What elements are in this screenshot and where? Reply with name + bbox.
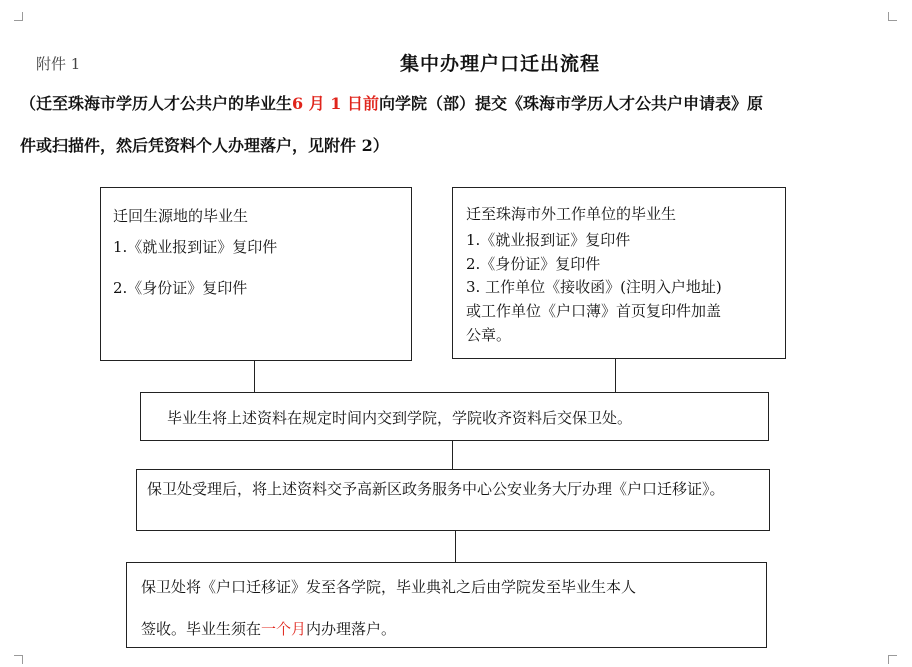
- intro-prefix: （迁至珠海市学历人才公共户的毕业生: [20, 94, 293, 113]
- connector-step1-step2: [452, 440, 453, 470]
- corner-mark-top-right: [888, 12, 897, 21]
- corner-mark-bottom-right: [888, 655, 897, 664]
- step-2-text: 保卫处受理后，将上述资料交予高新区政务服务中心公安业务大厅办理《户口迁移证》。: [147, 480, 725, 498]
- corner-mark-bottom-left: [14, 655, 23, 664]
- step-3-line-2-suffix: 内办理落户。: [306, 620, 397, 638]
- right-box-item-3-end: 公章。: [466, 326, 512, 344]
- connector-right-down: [615, 358, 616, 392]
- step-3-box: [126, 562, 767, 648]
- connector-left-down: [254, 360, 255, 392]
- step-1-text: 毕业生将上述资料在规定时间内交到学院，学院收齐资料后交保卫处。: [167, 409, 633, 427]
- intro-line-1: [20, 82, 900, 126]
- step-3-line-2-prefix: 签收。毕业生须在: [141, 620, 262, 638]
- right-box-heading: 迁至珠海市外工作单位的毕业生: [466, 205, 677, 223]
- right-box-item-1: 1.《就业报到证》复印件: [466, 231, 631, 249]
- right-box-graduates-outside-city: [452, 187, 786, 359]
- right-box-item-3-cont: 或工作单位《户口薄》首页复印件加盖: [466, 302, 722, 320]
- left-box-item-2: 2.《身份证》复印件: [113, 279, 248, 297]
- step-3-highlight: 一个月: [261, 620, 307, 638]
- step-1-box: [140, 392, 769, 441]
- step-3-line-2: [141, 617, 396, 641]
- left-box-graduates-return-origin: [100, 187, 412, 361]
- left-box-heading: 迁回生源地的毕业生: [113, 207, 249, 225]
- attachment-label: 附件 1: [36, 55, 81, 73]
- intro-deadline: 6 月 1 日前: [292, 94, 379, 113]
- connector-step2-step3: [455, 530, 456, 562]
- intro-line-2: 件或扫描件，然后凭资料个人办理落户，见附件 2）: [20, 136, 389, 155]
- right-box-item-2: 2.《身份证》复印件: [466, 255, 601, 273]
- corner-mark-top-left: [14, 12, 23, 21]
- right-box-item-3: 3. 工作单位《接收函》(注明入户地址): [466, 278, 722, 296]
- step-2-box: [136, 469, 770, 531]
- intro-suffix: 向学院（部）提交《珠海市学历人才公共户申请表》原: [379, 94, 764, 113]
- left-box-item-1: 1.《就业报到证》复印件: [113, 238, 278, 256]
- page-title: 集中办理户口迁出流程: [399, 53, 600, 75]
- step-3-line-1: 保卫处将《户口迁移证》发至各学院，毕业典礼之后由学院发至毕业生本人: [141, 578, 637, 596]
